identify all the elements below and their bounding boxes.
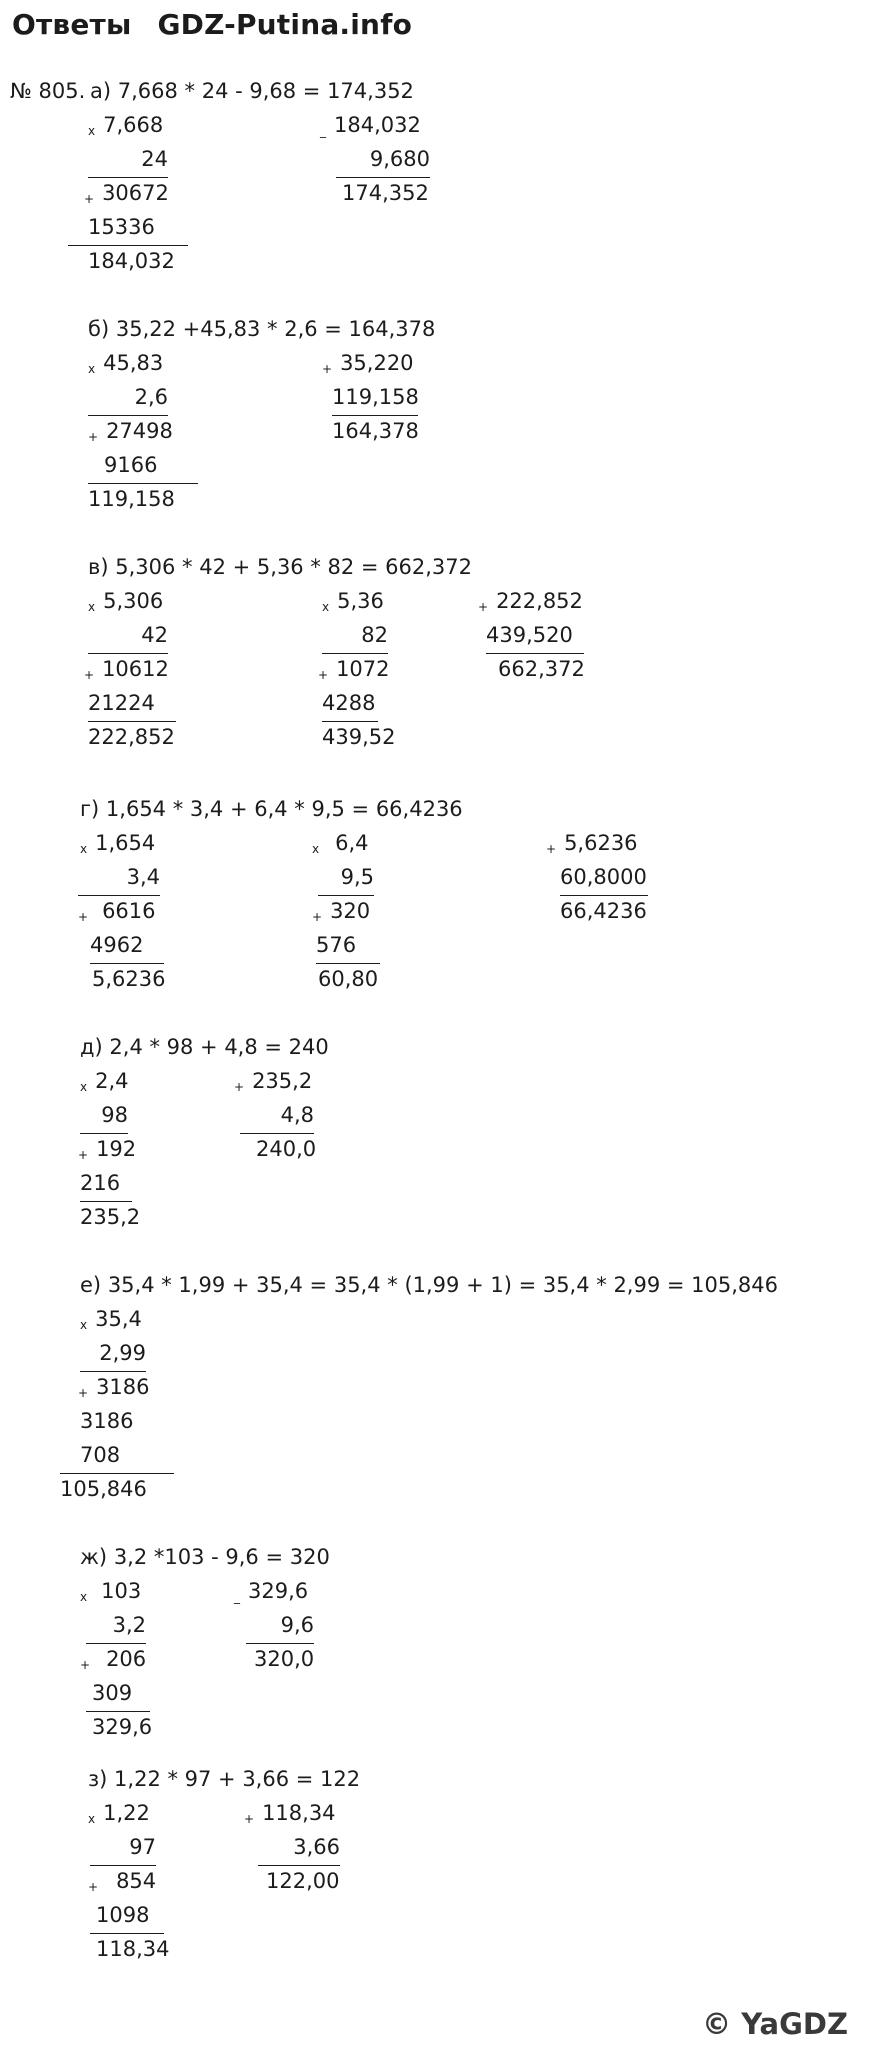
- part-equation: 35,4 * 1,99 + 35,4 = 35,4 * (1,99 + 1) = 35,4 * 2,99 = 105,846: [107, 1273, 778, 1297]
- calc-line: 5,306: [103, 589, 164, 613]
- calc-line: 1072: [336, 657, 390, 681]
- part-equation: 7,668 * 24 - 9,68 = 174,352: [117, 79, 414, 103]
- calc-line: 5,6236: [564, 831, 638, 855]
- calc-line: 439,520: [486, 618, 584, 654]
- part-label: в): [88, 555, 109, 579]
- header-title: Ответы: [12, 8, 132, 41]
- calc-line: 119,158: [88, 487, 175, 511]
- calc-line: 21224: [88, 686, 176, 722]
- calc-line: 122,00: [266, 1869, 340, 1893]
- plus-sign: +: [80, 1658, 91, 1672]
- calc-line: 439,52: [322, 725, 396, 749]
- calc-line: 82: [322, 618, 388, 654]
- calc-line: 3186: [96, 1375, 150, 1399]
- plus-sign: +: [78, 1386, 89, 1400]
- calc-line: 329,6: [92, 1715, 153, 1739]
- part-equation: 3,2 *103 - 9,6 = 320: [113, 1545, 330, 1569]
- calc-line: 118,34: [96, 1937, 170, 1961]
- part-b-header: [88, 312, 435, 346]
- header-site: GDZ-Putina.info: [157, 8, 413, 41]
- calc-line: 235,2: [80, 1205, 141, 1229]
- calc-line: 15336: [68, 210, 188, 246]
- part-d-header: [80, 792, 463, 826]
- plus-sign: +: [78, 1148, 89, 1162]
- calc-line: 3186: [80, 1409, 134, 1433]
- calc-line: 184,032: [334, 113, 421, 137]
- part-a-header: [90, 74, 414, 108]
- plus-sign: +: [84, 668, 95, 682]
- plus-sign: +: [546, 842, 557, 856]
- calc-line: 24: [88, 142, 168, 178]
- calc-line: 854: [116, 1869, 157, 1893]
- calc-line: 329,6: [248, 1579, 309, 1603]
- part-label: г): [80, 797, 100, 821]
- part-equation: 5,306 * 42 + 5,36 * 82 = 662,372: [115, 555, 473, 579]
- plus-sign: +: [84, 192, 95, 206]
- part-label: д): [80, 1035, 103, 1059]
- calc-line: 235,2: [252, 1069, 313, 1093]
- calc-line: 42: [88, 618, 168, 654]
- calc-line: 1098: [90, 1898, 164, 1934]
- calc-line: 184,032: [88, 249, 175, 273]
- calc-line: 4288: [322, 686, 378, 722]
- plus-sign: +: [322, 362, 333, 376]
- minus-sign: _: [234, 1590, 240, 1604]
- calc-line: 174,352: [342, 181, 429, 205]
- calc-line: 9,5: [318, 860, 374, 896]
- calc-line: 98: [80, 1098, 128, 1134]
- calc-line: 3,4: [78, 860, 160, 896]
- calc-line: 320: [330, 899, 371, 923]
- page-header: [12, 8, 412, 41]
- plus-sign: +: [312, 910, 323, 924]
- calc-line: 576: [316, 928, 380, 964]
- copyright-watermark: © YaGDZ: [702, 2007, 848, 2041]
- multiply-sign: x: [88, 1812, 96, 1826]
- multiply-sign: x: [80, 1318, 88, 1332]
- calc-line: 35,4: [95, 1307, 142, 1331]
- multiply-sign: x: [312, 842, 320, 856]
- calc-line: 97: [90, 1830, 156, 1866]
- plus-sign: +: [244, 1812, 255, 1826]
- calc-line: 2,99: [80, 1336, 146, 1372]
- calc-line: 103: [101, 1579, 142, 1603]
- calc-line: 5,36: [337, 589, 384, 613]
- calc-line: 216: [80, 1166, 132, 1202]
- calc-line: 222,852: [88, 725, 175, 749]
- part-label: б): [88, 317, 110, 341]
- plus-sign: +: [88, 1880, 99, 1894]
- part-label: а): [90, 79, 112, 103]
- calc-line: 6616: [102, 899, 156, 923]
- part-label: е): [80, 1273, 102, 1297]
- calc-line: 3,2: [86, 1608, 146, 1644]
- calc-line: 9,6: [246, 1608, 314, 1644]
- calc-line: 27498: [106, 419, 173, 443]
- calc-line: 35,220: [340, 351, 414, 375]
- calc-line: 164,378: [332, 419, 419, 443]
- part-f-header: [80, 1268, 778, 1302]
- part-g-header: [80, 1540, 330, 1574]
- calc-line: 2,6: [88, 380, 168, 416]
- calc-line: 7,668: [103, 113, 164, 137]
- part-equation: 1,22 * 97 + 3,66 = 122: [114, 1767, 361, 1791]
- calc-line: 9166: [88, 448, 198, 484]
- calc-line: 222,852: [496, 589, 583, 613]
- part-c-header: [88, 550, 472, 584]
- part-label: ж): [80, 1545, 108, 1569]
- problem-number: № 805.: [10, 79, 86, 103]
- calc-line: 3,66: [258, 1830, 340, 1866]
- calc-line: 309: [86, 1676, 150, 1712]
- calc-line: 1,22: [103, 1801, 150, 1825]
- plus-sign: +: [234, 1080, 245, 1094]
- calc-line: 10612: [102, 657, 169, 681]
- calc-line: 1,654: [95, 831, 156, 855]
- calc-line: 66,4236: [560, 899, 647, 923]
- plus-sign: +: [88, 430, 99, 444]
- calc-line: 9,680: [336, 142, 430, 178]
- multiply-sign: x: [88, 124, 96, 138]
- calc-line: 240,0: [256, 1137, 317, 1161]
- calc-line: 6,4: [335, 831, 369, 855]
- calc-line: 2,4: [95, 1069, 129, 1093]
- part-e-header: [80, 1030, 329, 1064]
- part-equation: 2,4 * 98 + 4,8 = 240: [109, 1035, 329, 1059]
- calc-line: 708: [60, 1438, 174, 1474]
- part-h-header: [88, 1762, 360, 1796]
- multiply-sign: x: [80, 1080, 88, 1094]
- calc-line: 119,158: [332, 380, 418, 416]
- calc-line: 60,8000: [560, 860, 648, 896]
- multiply-sign: x: [322, 600, 330, 614]
- calc-line: 206: [106, 1647, 147, 1671]
- multiply-sign: x: [88, 362, 96, 376]
- calc-line: 192: [96, 1137, 137, 1161]
- minus-sign: _: [320, 124, 326, 138]
- calc-line: 118,34: [262, 1801, 336, 1825]
- calc-line: 4962: [90, 928, 164, 964]
- multiply-sign: x: [88, 600, 96, 614]
- plus-sign: +: [478, 600, 489, 614]
- calc-line: 45,83: [103, 351, 164, 375]
- calc-line: 320,0: [254, 1647, 315, 1671]
- calc-line: 5,6236: [92, 967, 166, 991]
- calc-line: 662,372: [498, 657, 585, 681]
- plus-sign: +: [78, 910, 89, 924]
- part-equation: 1,654 * 3,4 + 6,4 * 9,5 = 66,4236: [105, 797, 463, 821]
- calc-line: 4,8: [240, 1098, 314, 1134]
- calc-line: 30672: [102, 181, 169, 205]
- multiply-sign: x: [80, 842, 88, 856]
- part-label: з): [88, 1767, 108, 1791]
- calc-line: 60,80: [318, 967, 379, 991]
- part-equation: 35,22 +45,83 * 2,6 = 164,378: [115, 317, 436, 341]
- plus-sign: +: [318, 668, 329, 682]
- calc-line: 105,846: [60, 1477, 147, 1501]
- multiply-sign: x: [80, 1590, 88, 1604]
